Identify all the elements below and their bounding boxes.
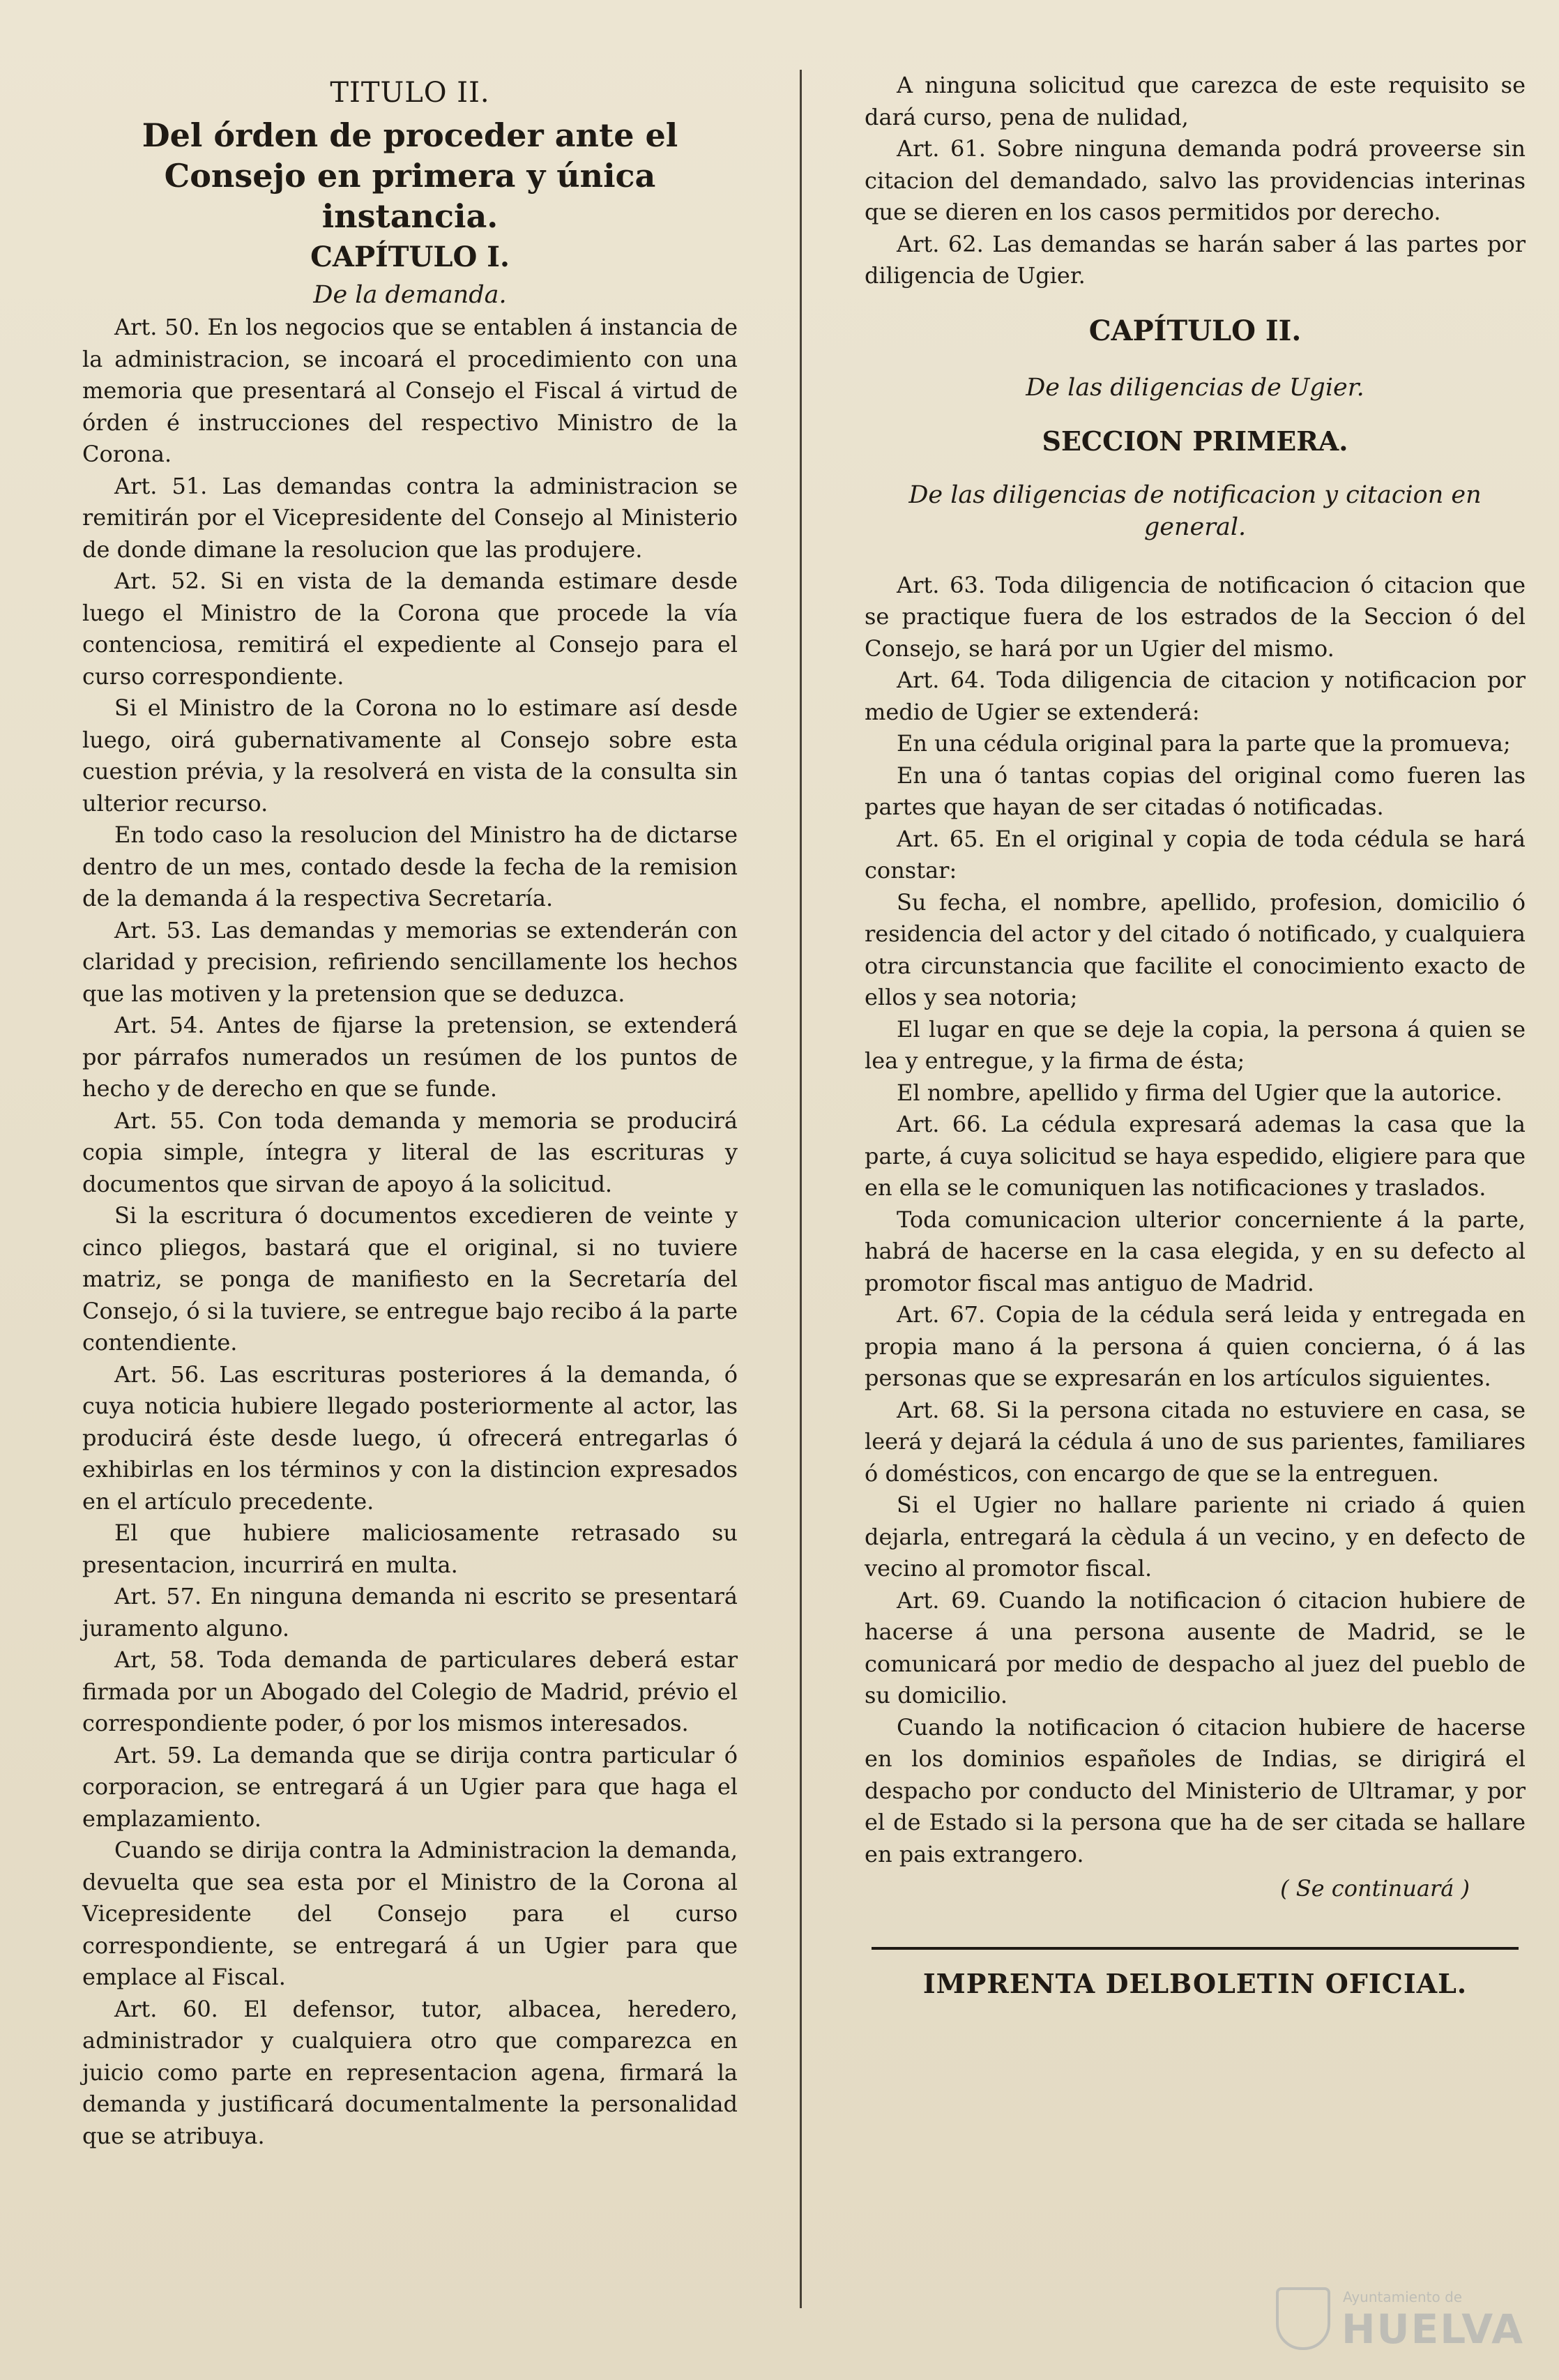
title-heading: TITULO II. xyxy=(330,77,490,109)
paragraph: Art. 53. Las demandas y memorias se extenderán con claridad y precision, refiriendo sencillamente los hechos que las motiven y la pretension que se deduzca. xyxy=(82,916,738,1007)
paragraph: Art. 51. Las demandas contra la administracion se remitirán por el Vicepresidente del Consejo al Ministerio de donde dimane la resolucion que las produjere. xyxy=(82,472,738,563)
paragraph: Art. 69. Cuando la notificacion ó citacion hubiere de hacerse á una persona ausente de Madrid, se le comunicará por medio de despacho al juez del pueblo de su domicilio. xyxy=(865,1586,1526,1708)
watermark-big-text: HUELVA xyxy=(1341,2305,1525,2353)
paragraph: Art. 61. Sobre ninguna demanda podrá proveerse sin citacion del demandado, salvo las providencias interinas que se dieren en los casos permitidos por derecho. xyxy=(865,135,1526,225)
paragraph: Si el Ministro de la Corona no lo estimare así desde luego, oirá gubernativamente al Consejo sobre esta cuestion prévia, y la resolverá en vista de la consulta sin ulterior recurso. xyxy=(82,695,738,817)
paragraph: Art. 62. Las demandas se harán saber á las partes por diligencia de Ugier. xyxy=(865,230,1526,289)
printer-footer: IMPRENTA DELBOLETIN OFICIAL. xyxy=(922,1967,1468,1999)
chapter-heading: CAPÍTULO II. xyxy=(1088,314,1302,347)
paragraph: Cuando la notificacion ó citacion hubiere de hacerse en los dominios españoles de Indias, se dirigirá el despacho por conducto del Ministerio de Ultramar, y por el de Estado si la persona que ha de ser citada se hallare en pais extrangero. xyxy=(865,1713,1526,1867)
paragraph: Art. 52. Si en vista de la demanda estimare desde luego el Ministro de la Corona que procede la vía contenciosa, remitirá el expediente al Consejo para el curso correspondiente. xyxy=(82,568,738,690)
paragraph: El nombre, apellido y firma del Ugier que la autorice. xyxy=(897,1079,1503,1106)
paragraph: Su fecha, el nombre, apellido, profesion, domicilio ó residencia del actor y del citado ó notificado, y cualquiera otra circunstancia que facilite el conocimiento exacto de ellos y sea notoria; xyxy=(865,888,1526,1010)
paragraph: Art. 60. El defensor, tutor, albacea, heredero, administrador y cualquiera otro que comparezca en juicio como parte en representacion agena, firmará la demanda y justificará documentalmente la personalidad que se atribuya. xyxy=(82,1995,738,2149)
shield-icon xyxy=(1276,2287,1330,2350)
paragraph: Art. 68. Si la persona citada no estuviere en casa, se leerá y dejará la cédula á uno de sus parientes, familiares ó domésticos, con encargo de que se la entreguen. xyxy=(865,1396,1526,1487)
paragraph: Art. 57. En ninguna demanda ni escrito se presentará juramento alguno. xyxy=(82,1583,738,1642)
section-subheading: De las diligencias de notificacion y citacion en general. xyxy=(908,480,1482,541)
paragraph: Art. 65. En el original y copia de toda cédula se hará constar: xyxy=(865,825,1526,884)
huelva-watermark xyxy=(1276,2280,1534,2357)
paragraph: A ninguna solicitud que carezca de este requisito se dará curso, pena de nulidad, xyxy=(865,72,1526,130)
paragraph: Art. 54. Antes de fijarse la pretension, se extenderá por párrafos numerados un resúmen de los puntos de hecho y de derecho en que se funde. xyxy=(82,1012,738,1102)
subtitle-heading: Del órden de proceder ante el Consejo en primera y única instancia. xyxy=(142,116,678,235)
section-heading: SECCION PRIMERA. xyxy=(1042,425,1348,457)
paragraph: Art. 64. Toda diligencia de citacion y notificacion por medio de Ugier se extenderá: xyxy=(865,667,1526,725)
paragraph: En todo caso la resolucion del Ministro ha de dictarse dentro de un mes, contado desde la fecha de la remision de la demanda á la respectiva Secretaría. xyxy=(82,821,738,911)
continued-note: ( Se continuará ) xyxy=(1280,1875,1470,1902)
paragraph: Art. 67. Copia de la cédula será leida y entregada en propia mano á la persona á quien concierna, ó á las personas que se expresarán en los artículos siguientes. xyxy=(865,1301,1526,1391)
chapter-heading: CAPÍTULO I. xyxy=(310,241,510,273)
column-divider xyxy=(800,70,802,2308)
paragraph: El que hubiere maliciosamente retrasado su presentacion, incurrirá en multa. xyxy=(82,1519,738,1578)
watermark-small-text: Ayuntamiento de xyxy=(1343,2289,1463,2305)
chapter-subheading: De la demanda. xyxy=(313,281,507,309)
paragraph: Art. 66. La cédula expresará ademas la casa que la parte, á cuya solicitud se haya espedido, eligiere para que en ella se le comuniquen las notificaciones y traslados. xyxy=(865,1111,1526,1201)
left-column xyxy=(82,73,738,2152)
paragraph: Art. 63. Toda diligencia de notificacion ó citacion que se practique fuera de los estrados de la Seccion ó del Consejo, se hará por un Ugier del mismo. xyxy=(865,571,1526,662)
paragraph: Art. 55. Con toda demanda y memoria se producirá copia simple, íntegra y literal de las escrituras y documentos que sirvan de apoyo á la solicitud. xyxy=(82,1107,738,1197)
paragraph: Si la escritura ó documentos excedieren de veinte y cinco pliegos, bastará que el original, si no tuviere matriz, se ponga de manifiesto en la Secretaría del Consejo, ó si la tuviere, se entregue bajo recibo á la parte contendiente. xyxy=(82,1202,738,1356)
paragraph: En una ó tantas copias del original como fueren las partes que hayan de ser citadas ó notificadas. xyxy=(865,761,1526,820)
footer-rule xyxy=(872,1947,1519,1950)
paragraph: Art, 58. Toda demanda de particulares deberá estar firmada por un Abogado del Colegio de Madrid, prévio el correspondiente poder, ó por los mismos interesados. xyxy=(82,1646,738,1736)
paragraph: Art. 50. En los negocios que se entablen á instancia de la administracion, se incoará el procedimiento con una memoria que presentará al Consejo el Fiscal á virtud de órden é instrucciones del respectivo Ministro de la Corona. xyxy=(82,314,738,467)
chapter-subheading: De las diligencias de Ugier. xyxy=(1026,373,1364,402)
paragraph: En una cédula original para la parte que la promueva; xyxy=(897,730,1511,757)
paragraph: El lugar en que se deje la copia, la persona á quien se lea y entregue, y la firma de ésta; xyxy=(865,1015,1526,1074)
paragraph: Cuando se dirija contra la Administracion la demanda, devuelta que sea esta por el Ministro de la Corona al Vicepresidente del Consejo para el curso correspondiente, se entregará á un Ugier para que emplace al Fiscal. xyxy=(82,1837,738,1990)
paragraph: Art. 56. Las escrituras posteriores á la demanda, ó cuya noticia hubiere llegado posteriormente al actor, las producirá éste desde luego, ú ofrecerá entregarlas ó exhibirlas en los términos y con la distincion expresados en el artículo precedente. xyxy=(82,1360,738,1515)
right-column xyxy=(865,70,1526,1999)
paragraph: Si el Ugier no hallare pariente ni criado á quien dejarla, entregará la cèdula á un vecino, y en defecto de vecino al promotor fiscal. xyxy=(865,1492,1526,1582)
paragraph: Toda comunicacion ulterior concerniente á la parte, habrá de hacerse en la casa elegida, y en su defecto al promotor fiscal mas antiguo de Madrid. xyxy=(865,1206,1526,1296)
paragraph: Art. 59. La demanda que se dirija contra particular ó corporacion, se entregará á un Ugier para que haga el emplazamiento. xyxy=(82,1741,738,1832)
